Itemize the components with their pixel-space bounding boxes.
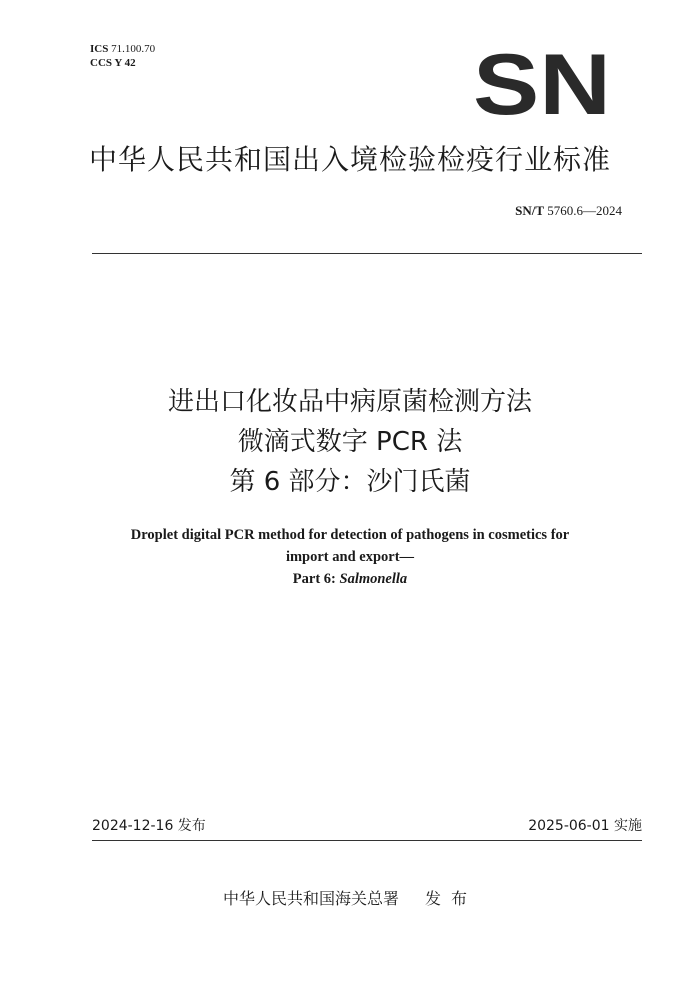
publisher-name: 中华人民共和国海关总署 bbox=[222, 889, 399, 908]
ics-code bbox=[90, 42, 155, 56]
chinese-title-line-1: 进出口化妆品中病原菌检测方法 bbox=[167, 387, 532, 417]
standard-prefix: SN/T bbox=[515, 203, 544, 218]
publisher bbox=[0, 888, 700, 910]
english-title-line-3 bbox=[0, 568, 700, 590]
implementation-date: 2025-06-01 实施 bbox=[528, 818, 642, 834]
issue-date: 2024-12-16 发布 bbox=[92, 818, 206, 834]
ccs-label: CCS bbox=[90, 57, 113, 69]
ics-number: 71.100.70 bbox=[111, 43, 156, 55]
ccs-number: Y 42 bbox=[114, 57, 136, 69]
sn-logo-text: SN bbox=[473, 50, 611, 118]
top-divider bbox=[92, 253, 642, 254]
sn-logo bbox=[472, 50, 612, 118]
issuing-authority-title: 中华人民共和国出入境检验检疫行业标准 bbox=[88, 143, 611, 176]
english-title-line-1: Droplet digital PCR method for detection of pathogens in cosmetics for bbox=[130, 527, 570, 543]
chinese-title-line-3: 第 6 部分：沙门氏菌 bbox=[229, 467, 471, 497]
bottom-divider bbox=[92, 840, 642, 841]
english-title bbox=[0, 524, 700, 590]
sn-logo-mark bbox=[472, 50, 612, 118]
chinese-title bbox=[0, 382, 700, 502]
standard-number bbox=[515, 202, 622, 220]
ics-label: ICS bbox=[90, 43, 109, 55]
chinese-title-line-2: 微滴式数字 PCR 法 bbox=[237, 427, 463, 457]
classification-codes bbox=[90, 42, 155, 70]
english-title-organism: Salmonella bbox=[339, 571, 408, 587]
publisher-action: 发布 bbox=[425, 889, 478, 908]
english-title-part: Part 6: bbox=[292, 571, 340, 587]
ccs-code bbox=[90, 56, 155, 70]
standard-code: 5760.6—2024 bbox=[547, 203, 622, 218]
english-title-line-2: import and export— bbox=[285, 549, 415, 565]
